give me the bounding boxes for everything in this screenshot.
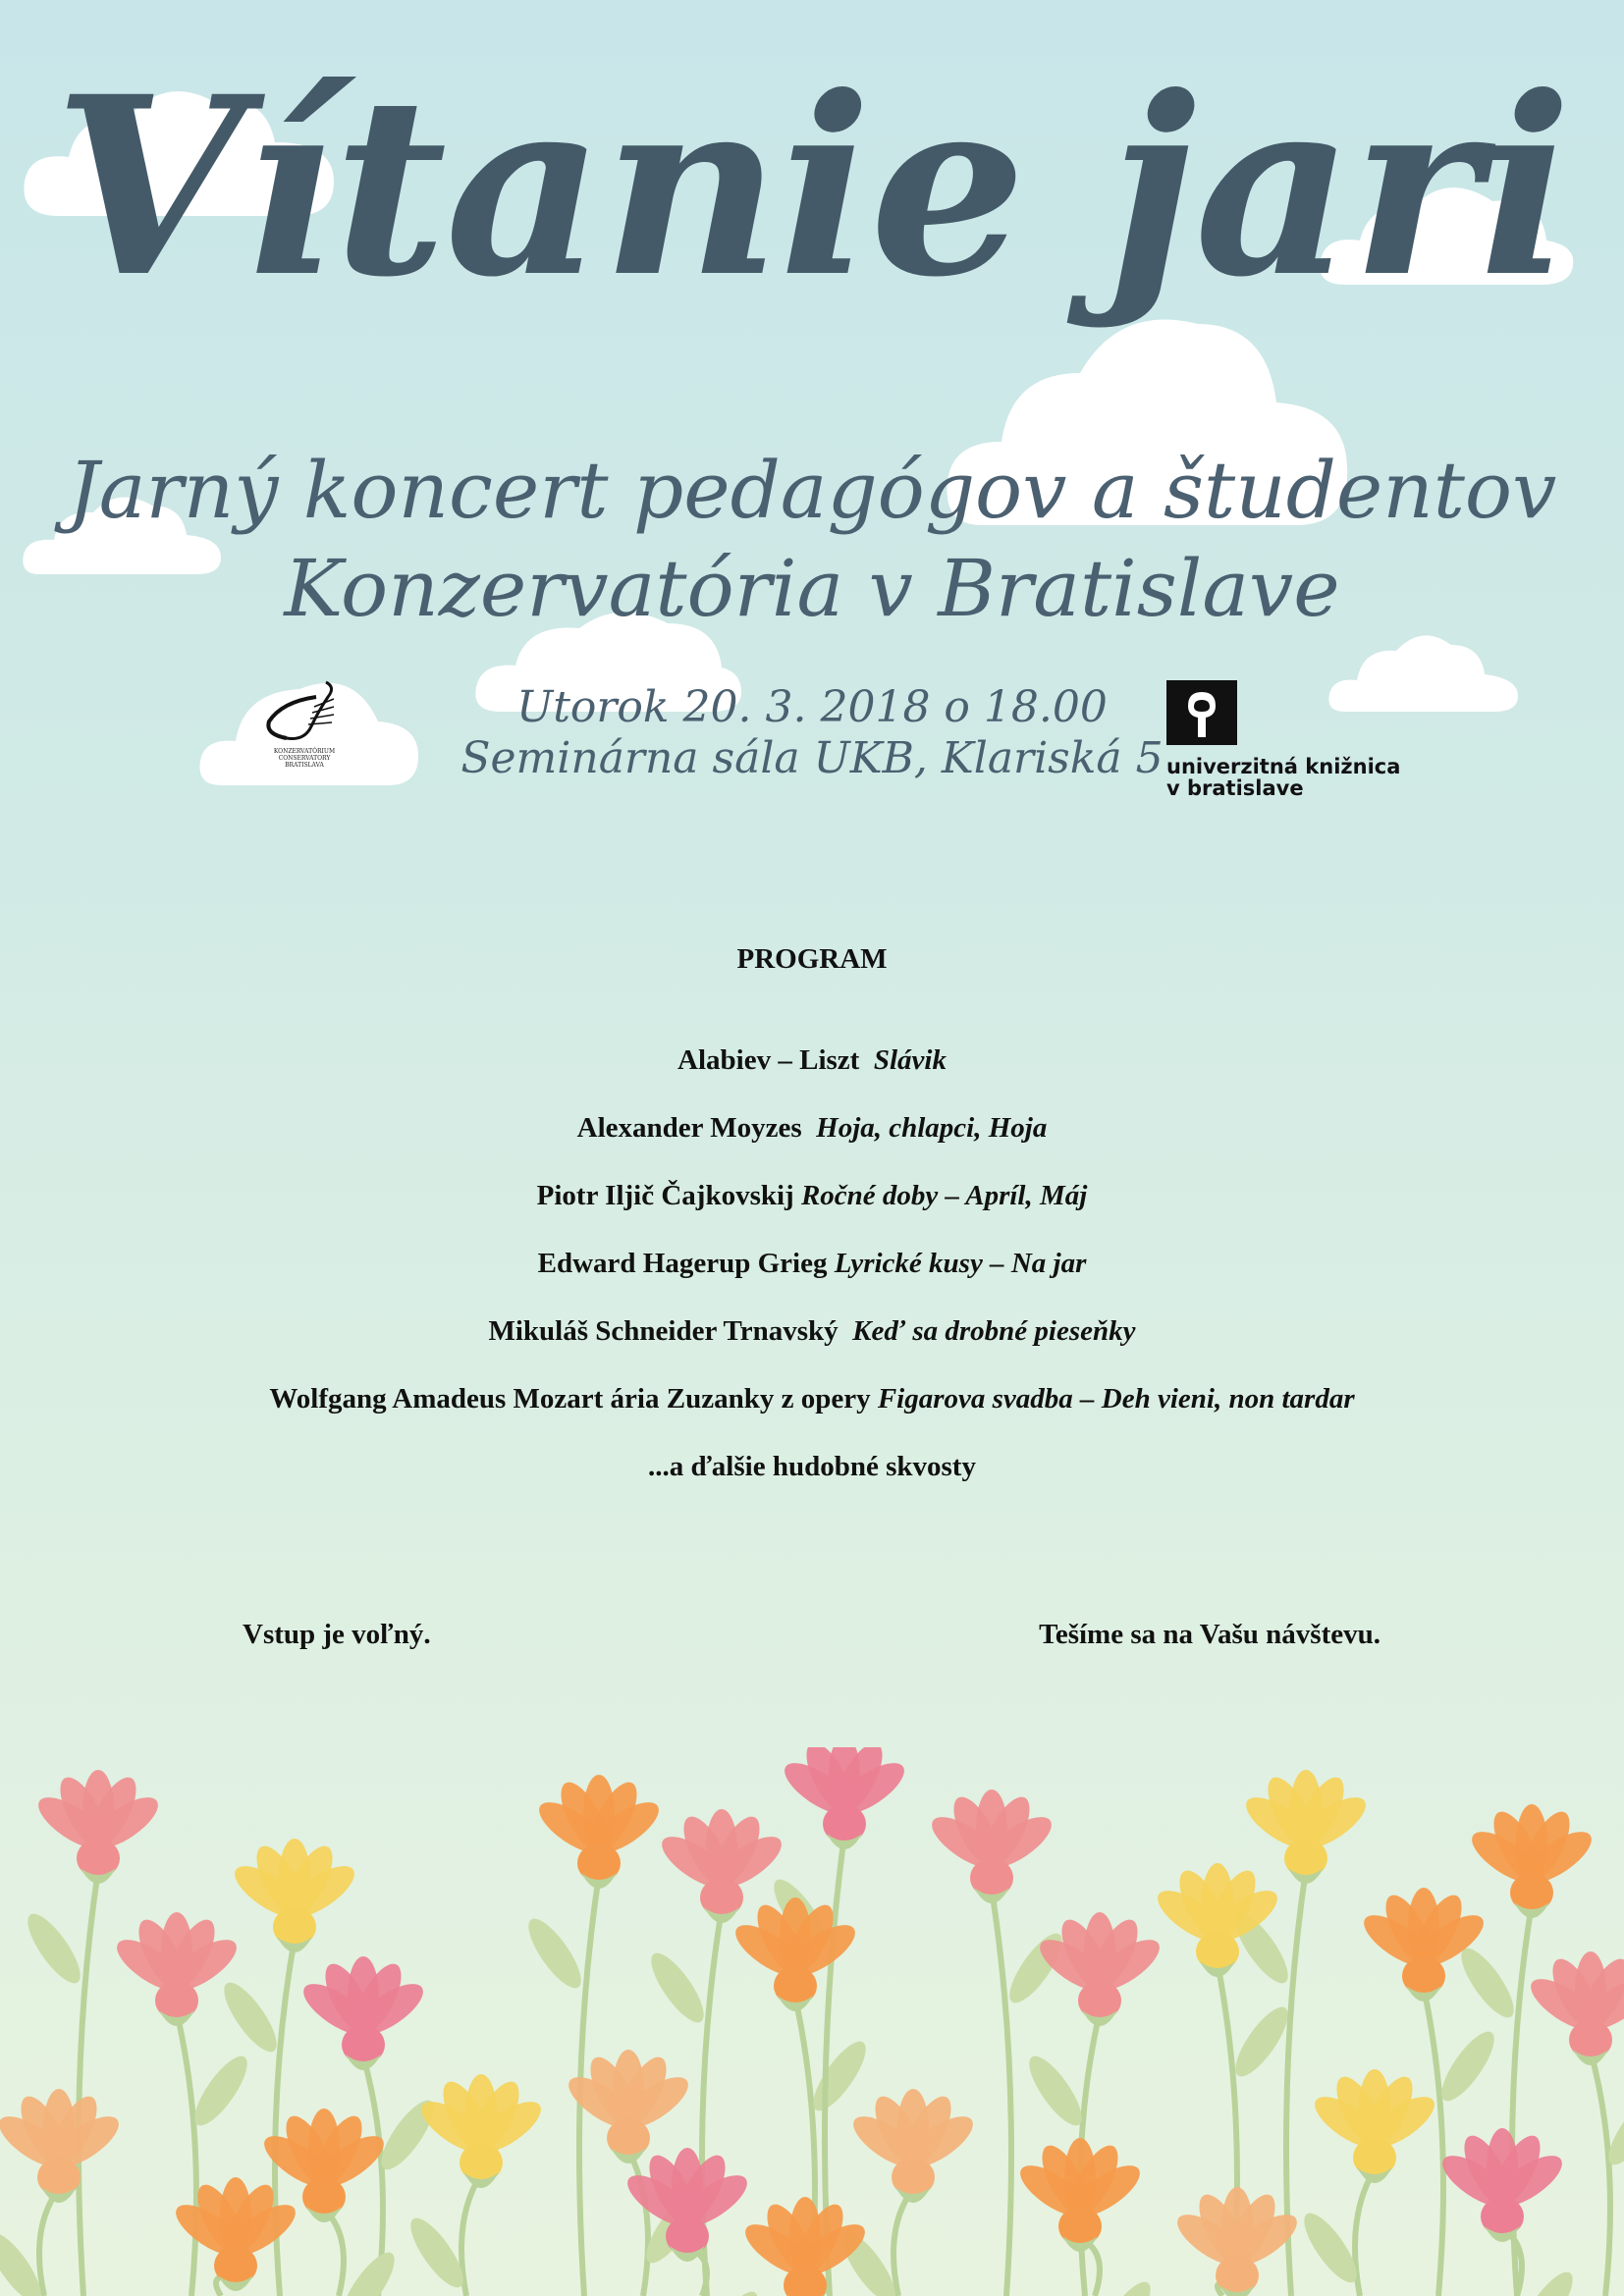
flower-icon [924,1789,1058,1903]
program-work: Figarova svadba – Deh vieni, non tardar [877,1383,1355,1415]
flower-icon [168,2177,302,2291]
library-logo [1166,680,1400,799]
flower-icon [1012,2138,1147,2252]
flower-stem [893,2189,913,2296]
conservatory-label-3: BRATISLAVA [285,762,324,769]
flower-icon [0,2089,127,2203]
program-item [0,1309,1624,1353]
flower-icon [227,1839,361,1952]
flower-stem [1591,2052,1610,2296]
program-work: Ročné doby – Apríl, Máj [800,1180,1088,1211]
program-item [0,1242,1624,1285]
flower-icon [1032,1912,1166,2026]
flower-icon [1307,2069,1441,2183]
flower-stem [461,2174,481,2296]
flower-stem [79,1870,98,2296]
conservatory-label-1: KONZERVATÓRIUM [273,748,336,755]
program-closing: ...a ďalšie hudobné skvosty [648,1451,976,1482]
flower-icon [737,2197,872,2296]
flower-stem [39,2189,59,2296]
flower-leaf [519,1912,589,1996]
program-item [0,1377,1624,1420]
program-heading: PROGRAM [736,943,888,975]
flower-icon [728,1897,862,2011]
library-emblem-icon [1166,680,1237,745]
program-work: Hoja, chlapci, Hoja [816,1112,1048,1144]
event-date-time: Utorok 20. 3. 2018 o 18.00 [516,682,1108,732]
flower-icon [1523,1951,1624,2065]
flower-stem [1424,1988,1443,2296]
program-item [0,1039,1624,1082]
flower-icon [845,2089,980,2203]
conservatory-logo [196,667,422,790]
program-composer: Piotr Iljič Čajkovskij [536,1180,794,1211]
subtitle-line-1: Jarný koncert pedagógov a študentov [67,445,1557,536]
conservatory-label-2: CONSERVATORY [278,755,331,762]
flower-leaf [1452,1942,1522,2025]
flower-stem [177,2012,196,2296]
flower-icon [1435,2128,1569,2242]
flower-icon [1356,1888,1490,2002]
flower-leaf [186,2050,255,2133]
program-work: Lyrické kusy – Na jar [834,1248,1087,1279]
flower-icon [30,1770,165,1884]
flower-stem [992,1890,1011,2296]
program-work: Slávik [873,1044,947,1076]
program-composer: Alabiev – Liszt [677,1044,860,1076]
flower-meadow-illustration [0,1747,1624,2296]
program-composer: Mikuláš Schneider Trnavský [488,1315,839,1347]
flower-leaf [19,1907,88,1991]
flower-leaf [642,1947,712,2030]
event-venue: Seminárna sála UKB, Klariská 5 [460,733,1164,783]
flower-stem [1355,2169,1375,2296]
poster-title: Vítanie jari [53,42,1571,331]
flower-icon [777,1747,911,1849]
flower-icon [1464,1804,1598,1918]
subtitle-line-2: Konzervatória v Bratislave [284,543,1340,634]
flower-icon [1238,1770,1373,1884]
program-composer: Alexander Moyzes [576,1112,802,1144]
flower-leaf [804,2035,874,2118]
admission-note: Vstup je voľný. [243,1619,431,1650]
flower-icon [296,1956,430,2070]
program-composer: Edward Hagerup Grieg [537,1248,828,1279]
program-item [0,1106,1624,1149]
program-work: Keď sa drobné pieseňky [852,1315,1136,1347]
flower-icon [109,1912,244,2026]
program-composer: Wolfgang Amadeus Mozart ária Zuzanky z opery [269,1383,871,1415]
flower-stem [628,2150,648,2296]
program-item [0,1174,1624,1217]
library-name-line-1: univerzitná knižnica [1166,755,1401,778]
flower-leaf [1020,2050,1090,2133]
welcome-note: Tešíme sa na Vašu návštevu. [1039,1619,1380,1650]
flower-icon [620,2148,754,2262]
flower-icon [413,2074,548,2188]
flower-icon [531,1775,666,1889]
conservatory-emblem-icon [257,677,355,746]
flower-leaf [1433,2025,1502,2109]
library-name-line-2: v bratislave [1166,776,1304,800]
flower-leaf [215,1976,285,2059]
